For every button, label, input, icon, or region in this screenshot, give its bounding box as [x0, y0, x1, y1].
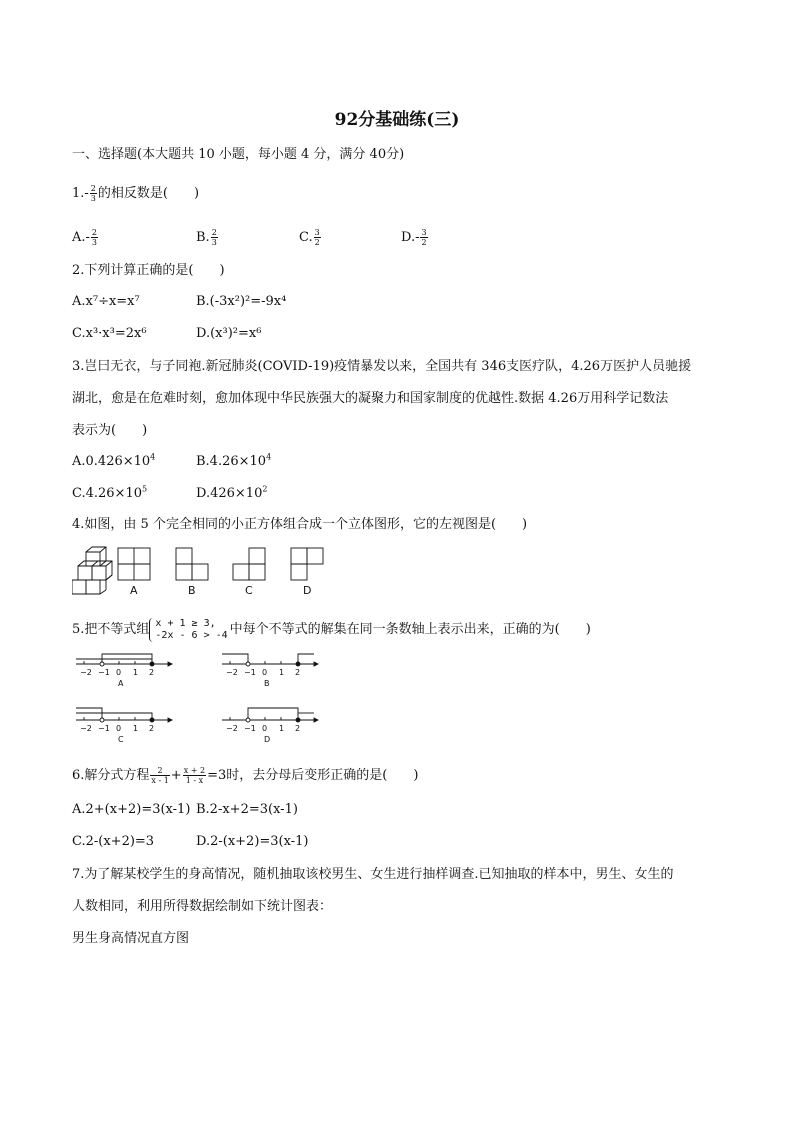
q5-number-lines [72, 650, 332, 746]
q5a-tick-neg2: −2 [80, 668, 92, 677]
q4-view-a [118, 548, 150, 580]
q5c-tick-0: 0 [116, 724, 122, 733]
q5d-tick-neg2: −2 [226, 724, 238, 733]
q5b-tick-2: 2 [295, 668, 301, 677]
q1-option-d[interactable]: D.- $\frac{3}{2}$ [401, 228, 427, 247]
question-2: 2.下列计算正确的是( ) [72, 263, 225, 278]
q5d-tick-1: 1 [279, 724, 285, 733]
page-title: 92分基础练(三) [334, 110, 460, 130]
question-7-line-3: 男生身高情况直方图 [72, 931, 190, 946]
q5-label-a: A [118, 679, 124, 688]
q5c-tick-2: 2 [149, 724, 155, 733]
q5d-tick-0: 0 [262, 724, 268, 733]
q5-option-d-line [222, 708, 318, 744]
q5a-tick-0: 0 [116, 668, 122, 677]
q1-option-b[interactable]: B. $\frac{2}{3}$ [196, 228, 217, 247]
q5-label-b: B [264, 679, 270, 688]
q5-option-c-line [76, 708, 172, 744]
q5d-tick-2: 2 [295, 724, 301, 733]
q6-option-b[interactable]: B.2-x+2=3(x-1) [196, 802, 298, 817]
question-5: 5.把不等式组 x + 1 ≥ 3, -2x - 6 > -4 中每个不等式的解集在同一条数轴上表示出来，正确的为( ) [72, 617, 591, 641]
q5a-tick-neg1: −1 [98, 668, 110, 677]
q5b-tick-neg2: −2 [226, 668, 238, 677]
q5-inequality-system: x + 1 ≥ 3, -2x - 6 > -4 [149, 618, 227, 642]
q6-option-d[interactable]: D.2-(x+2)=3(x-1) [196, 834, 309, 849]
q5c-tick-neg2: −2 [80, 724, 92, 733]
q3-option-c[interactable]: $C.4.26\times 10^5$ [72, 484, 148, 501]
q5b-tick-1: 1 [279, 668, 285, 677]
q5a-tick-1: 1 [133, 668, 139, 677]
q3-option-b[interactable]: $B.4.26\times 10^4$ [196, 452, 272, 469]
question-3-line-1: 3.岂曰无衣，与子同袍.新冠肺炎(COVID-19)疫情暴发以来，全国共有 346支医疗队，4.26万医护人员驰援 [72, 359, 692, 374]
q2-option-c[interactable]: C.x³·x³=2x⁶ [72, 326, 147, 341]
q4-label-c[interactable]: C [245, 584, 253, 597]
q5-label-d: D [264, 735, 271, 744]
question-3-line-3: 表示为( ) [72, 423, 148, 438]
q5b-tick-0: 0 [262, 668, 268, 677]
q5c-tick-neg1: −1 [98, 724, 110, 733]
question-3-line-2: 湖北，愈是在危难时刻，愈加体现中华民族强大的凝聚力和国家制度的优越性.数据 4.26万用科学记数法 [72, 391, 669, 406]
question-1 [72, 184, 199, 203]
q1-option-a[interactable]: A.- $\frac{2}{3}$ [72, 228, 98, 247]
q4-label-b[interactable]: B [188, 584, 196, 597]
q1-prefix: 1.- [72, 186, 89, 201]
question-4: 4.如图，由 5 个完全相同的小正方体组合成一个立体图形，它的左视图是( ) [72, 517, 528, 532]
q1-option-c[interactable]: C. $\frac{3}{2}$ [299, 228, 320, 247]
section-heading: 一、选择题(本大题共 10 小题，每小题 4 分，满分 40分) [72, 147, 405, 162]
q5-label-c: C [118, 735, 124, 744]
question-7-line-2: 人数相同，利用所得数据绘制如下统计图表： [72, 899, 333, 914]
q5d-tick-neg1: −1 [244, 724, 256, 733]
q5-option-a-line [76, 654, 172, 688]
q2-option-a[interactable]: A.x⁷÷x=x⁷ [72, 294, 140, 309]
question-7-line-1: 7.为了解某校学生的身高情况，随机抽取该校男生、女生进行抽样调查.已知抽取的样本中，男生、女生的 [72, 867, 674, 882]
q6-option-c[interactable]: C.2-(x+2)=3 [72, 834, 155, 849]
cube-solid-drawing [72, 547, 112, 594]
question-6: 6.解分式方程 $\frac{2}{x - 1}$ + $\frac{x + 2}{1 - x}$ =3时，去分母后变形正确的是( ) [72, 766, 419, 785]
q1-fraction: $\frac{2}{3}$ [90, 184, 96, 203]
q1-suffix: 的相反数是( ) [97, 186, 200, 201]
q5-option-b-line [222, 654, 318, 688]
q4-label-d[interactable]: D [303, 584, 312, 597]
q4-label-a[interactable]: A [130, 584, 138, 597]
q6-option-a[interactable]: A.2+(x+2)=3(x-1) [72, 802, 191, 817]
q5b-tick-neg1: −1 [244, 668, 256, 677]
q2-option-d[interactable]: D.(x³)²=x⁶ [196, 326, 262, 341]
q5c-tick-1: 1 [133, 724, 139, 733]
q2-option-b[interactable]: B.(-3x²)²=-9x⁴ [196, 294, 287, 309]
q5a-tick-2: 2 [149, 668, 155, 677]
q4-view-c [233, 548, 265, 580]
q4-view-d [291, 548, 323, 580]
q4-figure [72, 546, 332, 598]
q3-option-d[interactable]: $D.426\times 10^2$ [196, 484, 268, 501]
q4-view-b [176, 548, 208, 580]
q3-option-a[interactable]: $A.0.426\times 10^4$ [72, 452, 156, 469]
